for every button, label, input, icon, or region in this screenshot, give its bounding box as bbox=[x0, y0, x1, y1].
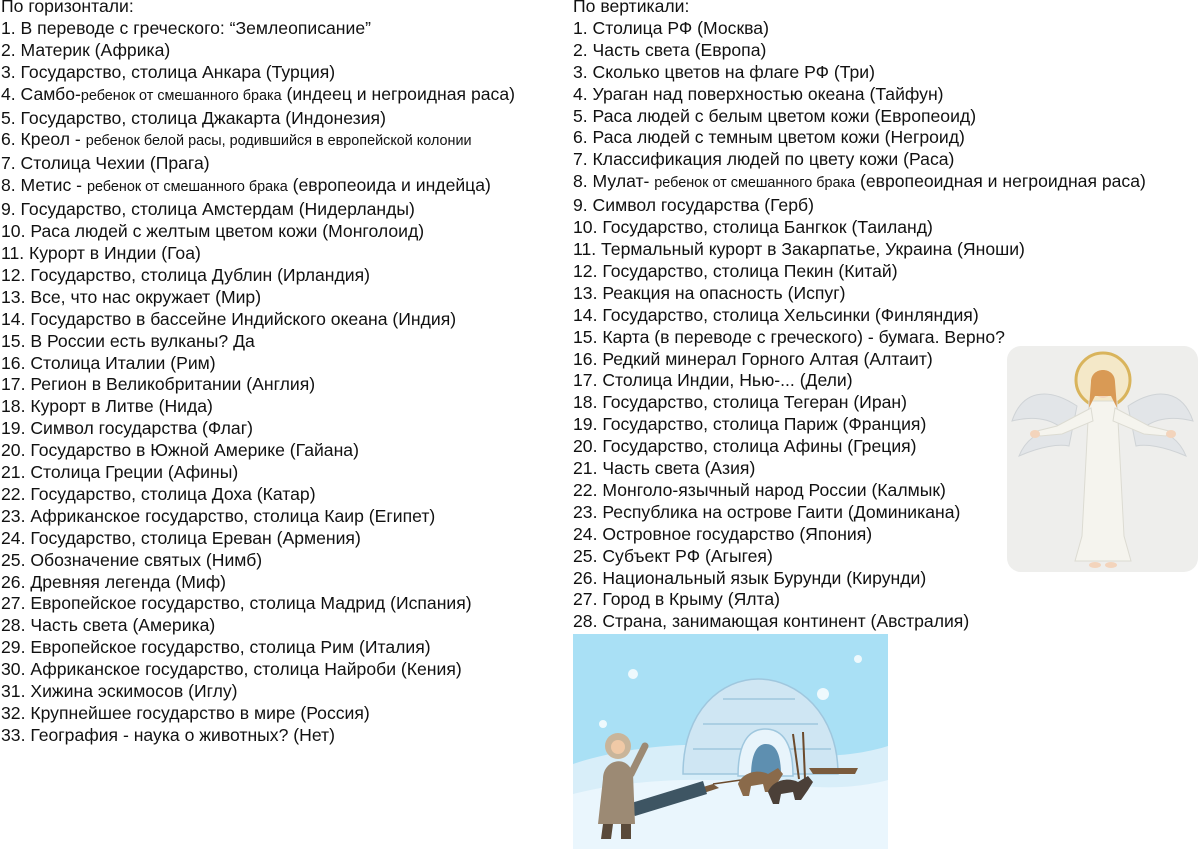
vertical-clue-23: 23. Республика на острове Гаити (Доминикана) bbox=[573, 501, 961, 522]
vertical-clue-22: 22. Монголо-язычный народ России (Калмык) bbox=[573, 479, 946, 500]
horizontal-clue-21: 21. Столица Греции (Афины) bbox=[1, 462, 239, 483]
horizontal-clue-19: 19. Символ государства (Флаг) bbox=[1, 418, 253, 439]
vertical-clue-19: 19. Государство, столица Париж (Франция) bbox=[573, 414, 927, 435]
clue-note: ребенок от смешанного брака bbox=[80, 87, 282, 104]
vertical-clue-15: 15. Карта (в переводе с греческого) - бумага. Верно? bbox=[573, 326, 1005, 347]
horizontal-clue-list bbox=[1, 18, 571, 747]
vertical-clue-27: 27. Город в Крыму (Ялта) bbox=[573, 589, 781, 610]
horizontal-clue-2: 2. Материк (Африка) bbox=[1, 39, 171, 60]
horizontal-clue-7: 7. Столица Чехии (Прага) bbox=[1, 153, 210, 174]
horizontal-clue-18: 18. Курорт в Литве (Нида) bbox=[1, 396, 213, 417]
clue-post: (европеоидная и негроидная раса) bbox=[855, 171, 1146, 192]
horizontal-clue-10: 10. Раса людей с желтым цветом кожи (Монголоид) bbox=[1, 221, 425, 242]
vertical-clue-28: 28. Страна, занимающая континент (Австралия) bbox=[573, 611, 970, 632]
horizontal-clue-24: 24. Государство, столица Ереван (Армения) bbox=[1, 527, 361, 548]
igloo-illustration bbox=[573, 634, 888, 849]
vertical-clue-20: 20. Государство, столица Афины (Греция) bbox=[573, 436, 917, 457]
horizontal-clue-33: 33. География - наука о животных? (Нет) bbox=[1, 724, 335, 745]
horizontal-clue-28: 28. Часть света (Америка) bbox=[1, 615, 216, 636]
vertical-clue-21: 21. Часть света (Азия) bbox=[573, 458, 756, 479]
horizontal-clue-17: 17. Регион в Великобритании (Англия) bbox=[1, 374, 316, 395]
horizontal-clue-8 bbox=[1, 175, 571, 199]
vertical-clue-11: 11. Термальный курорт в Закарпатье, Украина (Яноши) bbox=[573, 238, 1025, 259]
horizontal-clue-29: 29. Европейское государство, столица Рим (Италия) bbox=[1, 637, 431, 658]
clue-pre: 4. Самбо- bbox=[1, 83, 81, 104]
vertical-clue-25: 25. Субъект РФ (Агыгея) bbox=[573, 545, 773, 566]
horizontal-clue-32: 32. Крупнейшее государство в мире (Россия) bbox=[1, 703, 370, 723]
horizontal-clue-23: 23. Африканское государство, столица Каир (Египет) bbox=[1, 505, 436, 526]
vertical-clue-7: 7. Классификация людей по цвету кожи (Раса) bbox=[573, 149, 955, 170]
horizontal-clue-26: 26. Древняя легенда (Миф) bbox=[1, 571, 227, 592]
horizontal-clue-5: 5. Государство, столица Джакарта (Индонезия) bbox=[1, 107, 386, 128]
horizontal-clue-14: 14. Государство в бассейне Индийского океана (Индия) bbox=[1, 308, 457, 329]
clue-post: (европеоида и индейца) bbox=[287, 175, 491, 196]
horizontal-clue-31: 31. Хижина эскимосов (Иглу) bbox=[1, 681, 238, 702]
clue-pre: 6. Креол - bbox=[1, 129, 86, 150]
vertical-clue-14: 14. Государство, столица Хельсинки (Финляндия) bbox=[573, 304, 979, 325]
vertical-heading: По вертикали: bbox=[573, 0, 690, 16]
horizontal-clue-16: 16. Столица Италии (Рим) bbox=[1, 352, 216, 373]
vertical-clue-5: 5. Раса людей с белым цветом кожи (Европеоид) bbox=[573, 105, 977, 126]
clue-pre: 8. Мулат- bbox=[573, 171, 655, 192]
clue-note: ребенок белой расы, родившийся в европейской колонии bbox=[85, 133, 472, 150]
horizontal-clue-11: 11. Курорт в Индии (Гоа) bbox=[1, 242, 201, 263]
clue-post: (индеец и негроидная раса) bbox=[281, 83, 515, 104]
horizontal-clue-27: 27. Европейское государство, столица Мадрид (Испания) bbox=[1, 593, 472, 614]
vertical-clue-12: 12. Государство, столица Пекин (Китай) bbox=[573, 260, 898, 281]
vertical-clue-16: 16. Редкий минерал Горного Алтая (Алтаит) bbox=[573, 348, 933, 369]
vertical-clue-4: 4. Ураган над поверхностью океана (Тайфун) bbox=[573, 83, 944, 104]
clue-pre: 8. Метис - bbox=[1, 175, 87, 196]
horizontal-clue-13: 13. Все, что нас окружает (Мир) bbox=[1, 286, 262, 307]
vertical-clue-10: 10. Государство, столица Бангкок (Таиланд) bbox=[573, 217, 933, 238]
clue-note: ребенок от смешанного брака bbox=[654, 175, 856, 192]
vertical-clue-8 bbox=[573, 171, 1200, 195]
horizontal-clues bbox=[1, 0, 571, 747]
horizontal-clue-6 bbox=[1, 129, 571, 153]
horizontal-clue-22: 22. Государство, столица Доха (Катар) bbox=[1, 483, 316, 504]
vertical-clue-26: 26. Национальный язык Бурунди (Кирунди) bbox=[573, 567, 927, 588]
horizontal-clue-1: 1. В переводе с греческого: “Землеописание” bbox=[1, 17, 371, 38]
vertical-clue-1: 1. Столица РФ (Москва) bbox=[573, 17, 769, 38]
horizontal-clue-9: 9. Государство, столица Амстердам (Нидерланды) bbox=[1, 199, 415, 220]
vertical-clue-24: 24. Островное государство (Япония) bbox=[573, 523, 873, 544]
horizontal-clue-15: 15. В России есть вулканы? Да bbox=[1, 330, 255, 351]
horizontal-clue-25: 25. Обозначение святых (Нимб) bbox=[1, 549, 263, 570]
vertical-clue-13: 13. Реакция на опасность (Испуг) bbox=[573, 282, 846, 303]
horizontal-clue-12: 12. Государство, столица Дублин (Ирландия) bbox=[1, 264, 371, 285]
horizontal-heading: По горизонтали: bbox=[1, 0, 134, 16]
horizontal-clue-3: 3. Государство, столица Анкара (Турция) bbox=[1, 61, 336, 82]
vertical-clue-18: 18. Государство, столица Тегеран (Иран) bbox=[573, 392, 907, 413]
horizontal-clue-20: 20. Государство в Южной Америке (Гайана) bbox=[1, 440, 359, 461]
vertical-clue-2: 2. Часть света (Европа) bbox=[573, 39, 767, 60]
vertical-clue-6: 6. Раса людей с темным цветом кожи (Негроид) bbox=[573, 127, 965, 148]
angel-illustration bbox=[1007, 346, 1198, 572]
horizontal-clue-4 bbox=[1, 84, 571, 108]
horizontal-clue-30: 30. Африканское государство, столица Найроби (Кения) bbox=[1, 659, 462, 680]
vertical-clue-9: 9. Символ государства (Герб) bbox=[573, 195, 814, 216]
clue-note: ребенок от смешанного брака bbox=[86, 179, 288, 196]
vertical-clue-17: 17. Столица Индии, Нью-... (Дели) bbox=[573, 370, 853, 391]
vertical-clue-3: 3. Сколько цветов на флаге РФ (Три) bbox=[573, 61, 875, 82]
